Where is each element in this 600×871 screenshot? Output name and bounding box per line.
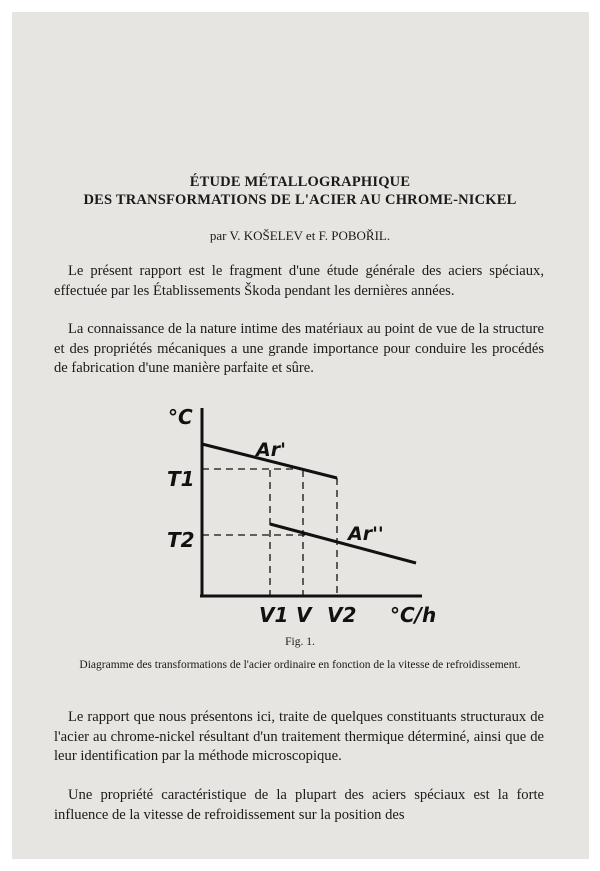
x-tick-v: V — [296, 603, 312, 627]
paragraph-4: Une propriété caractéristique de la plupart des aciers spéciaux est la forte influence de la vitesse de refroidissement sur la position des — [54, 787, 544, 823]
x-axis-label: °C/h — [390, 603, 437, 627]
figure-caption: Diagramme des transformations de l'acier ordinaire en fonction de la vitesse de refroidissement. — [79, 659, 521, 671]
paragraph-1: Le présent rapport est le fragment d'une étude générale des aciers spéciaux, effectuée par les Établissements Škoda pendant les dernières années. — [54, 263, 544, 299]
authors: par V. KOŠELEV et F. POBOŘIL. — [209, 228, 391, 243]
title-line-2: DES TRANSFORMATIONS DE L'ACIER AU CHROME-NICKEL — [83, 192, 517, 208]
paragraph-2: La connaissance de la nature intime des matériaux au point de vue de la structure et des propriétés mécaniques a une grande importance pour conduire les procédés de fabrication d'une manière parfaite et sûre. — [54, 321, 544, 376]
curve-label-ar-double-prime: Ar'' — [348, 523, 384, 545]
y-tick-t1: T1 — [167, 467, 195, 491]
title-line-1: ÉTUDE MÉTALLOGRAPHIQUE — [189, 174, 411, 190]
y-axis-label: °C — [168, 405, 193, 429]
x-tick-v1: V1 — [259, 603, 289, 627]
paragraph-3: Le rapport que nous présentons ici, traite de quelques constituants structuraux de l'acier au chrome-nickel résultant d'un traitement thermique déterminé, ainsi que de leur identification par la méthode microscopique. — [54, 709, 544, 764]
figure-label: Fig. 1. — [285, 636, 315, 648]
y-tick-t2: T2 — [167, 528, 195, 552]
curve-label-ar-prime: Ar' — [256, 439, 286, 461]
x-tick-v2: V2 — [327, 603, 357, 627]
curve-ar-double-prime — [270, 524, 416, 563]
